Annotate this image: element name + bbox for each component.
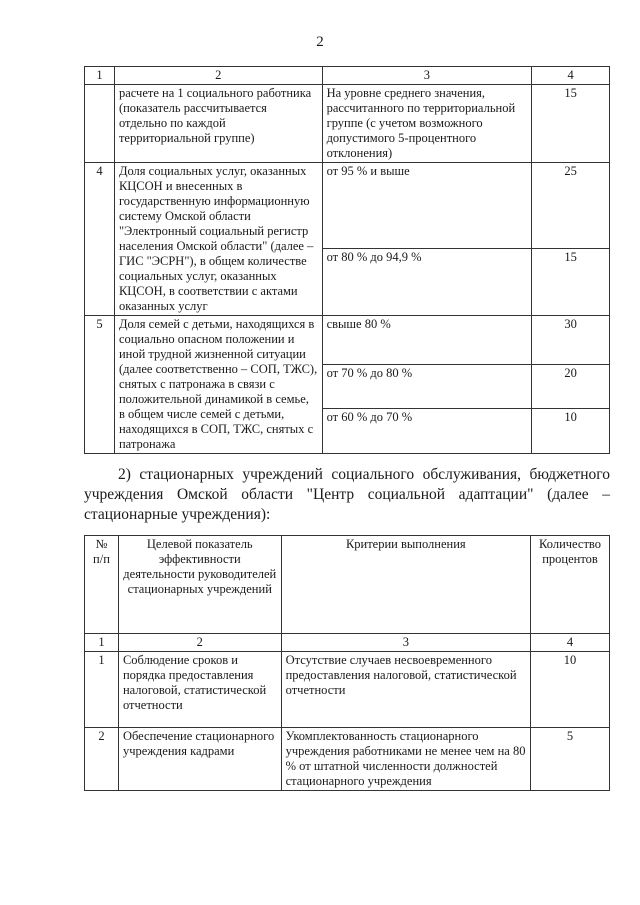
criterion-cell: от 95 % и выше	[322, 163, 532, 249]
percent-cell: 10	[532, 409, 610, 454]
header-cell: 1	[85, 67, 115, 85]
criterion-cell: от 70 % до 80 %	[322, 364, 532, 409]
row-number	[85, 85, 115, 163]
percent-cell: 5	[531, 728, 610, 791]
table-row	[85, 85, 610, 163]
criterion-cell: от 60 % до 70 %	[322, 409, 532, 454]
header-cell: 2	[118, 634, 281, 652]
indicator-cell: Обеспечение стационарного учреждения кадрами	[118, 728, 281, 791]
indicator-cell: Соблюдение сроков и порядка предоставления налоговой, статистической отчетности	[118, 652, 281, 728]
table-header-row	[85, 67, 610, 85]
percent-cell: 15	[532, 248, 610, 315]
criterion-cell: свыше 80 %	[322, 316, 532, 365]
percent-cell: 20	[532, 364, 610, 409]
table-row	[85, 728, 610, 791]
indicator-cell: расчете на 1 социального работника (показатель рассчитывается отдельно по каждой территориальной группе)	[114, 85, 322, 163]
percent-cell: 10	[531, 652, 610, 728]
indicator-cell: Доля социальных услуг, оказанных КЦСОН и внесенных в государственную информационную систему Омской области "Электронный социальный регистр населения Омской области" (далее – ГИС "ЭСРН"), в общем количестве социальных услуг, оказанных КЦСОН, в соответствии с актами оказанных услуг	[114, 163, 322, 316]
indicator-cell: Доля семей с детьми, находящихся в социально опасном положении и иной трудной жизненной ситуации (далее соответственно – СОП, ТЖС), снятых с патронажа в связи с положительной динамикой в семье, в общем числе семей с детьми, находящихся в СОП, ТЖС, снятых с патронажа	[114, 316, 322, 454]
row-number: 4	[85, 163, 115, 316]
table-header-row	[85, 536, 610, 634]
header-cell: 3	[322, 67, 532, 85]
percent-cell: 30	[532, 316, 610, 365]
header-cell: 2	[114, 67, 322, 85]
criterion-cell: Укомплектованность стационарного учреждения работниками не менее чем на 80 % от штатной численности должностей стационарного учреждения	[281, 728, 530, 791]
row-number: 1	[85, 652, 119, 728]
header-cell: № п/п	[85, 536, 119, 634]
header-cell: Количество процентов	[531, 536, 610, 634]
numbering-row	[85, 634, 610, 652]
header-cell: Целевой показатель эффективности деятельности руководителей стационарных учреждений	[118, 536, 281, 634]
table-row	[85, 652, 610, 728]
header-cell: Критерии выполнения	[281, 536, 530, 634]
table-row	[85, 163, 610, 249]
header-cell: 1	[85, 634, 119, 652]
criterion-cell: от 80 % до 94,9 %	[322, 248, 532, 315]
section-paragraph: 2) стационарных учреждений социального обслуживания, бюджетного учреждения Омской области "Центр социальной адаптации" (далее – стационарные учреждения):	[84, 466, 610, 523]
criterion-cell: Отсутствие случаев несвоевременного предоставления налоговой, статистической отчетности	[281, 652, 530, 728]
header-cell: 4	[531, 634, 610, 652]
table-row	[85, 316, 610, 365]
percent-cell: 15	[532, 85, 610, 163]
header-cell: 4	[532, 67, 610, 85]
table-stationary-indicators	[84, 535, 610, 791]
page-number: 2	[316, 34, 324, 50]
percent-cell: 25	[532, 163, 610, 249]
header-cell: 3	[281, 634, 530, 652]
criterion-cell: На уровне среднего значения, рассчитанного по территориальной группе (с учетом возможного допустимого 5-процентного отклонения)	[322, 85, 532, 163]
table-kcson-indicators	[84, 66, 610, 454]
row-number: 2	[85, 728, 119, 791]
row-number: 5	[85, 316, 115, 454]
